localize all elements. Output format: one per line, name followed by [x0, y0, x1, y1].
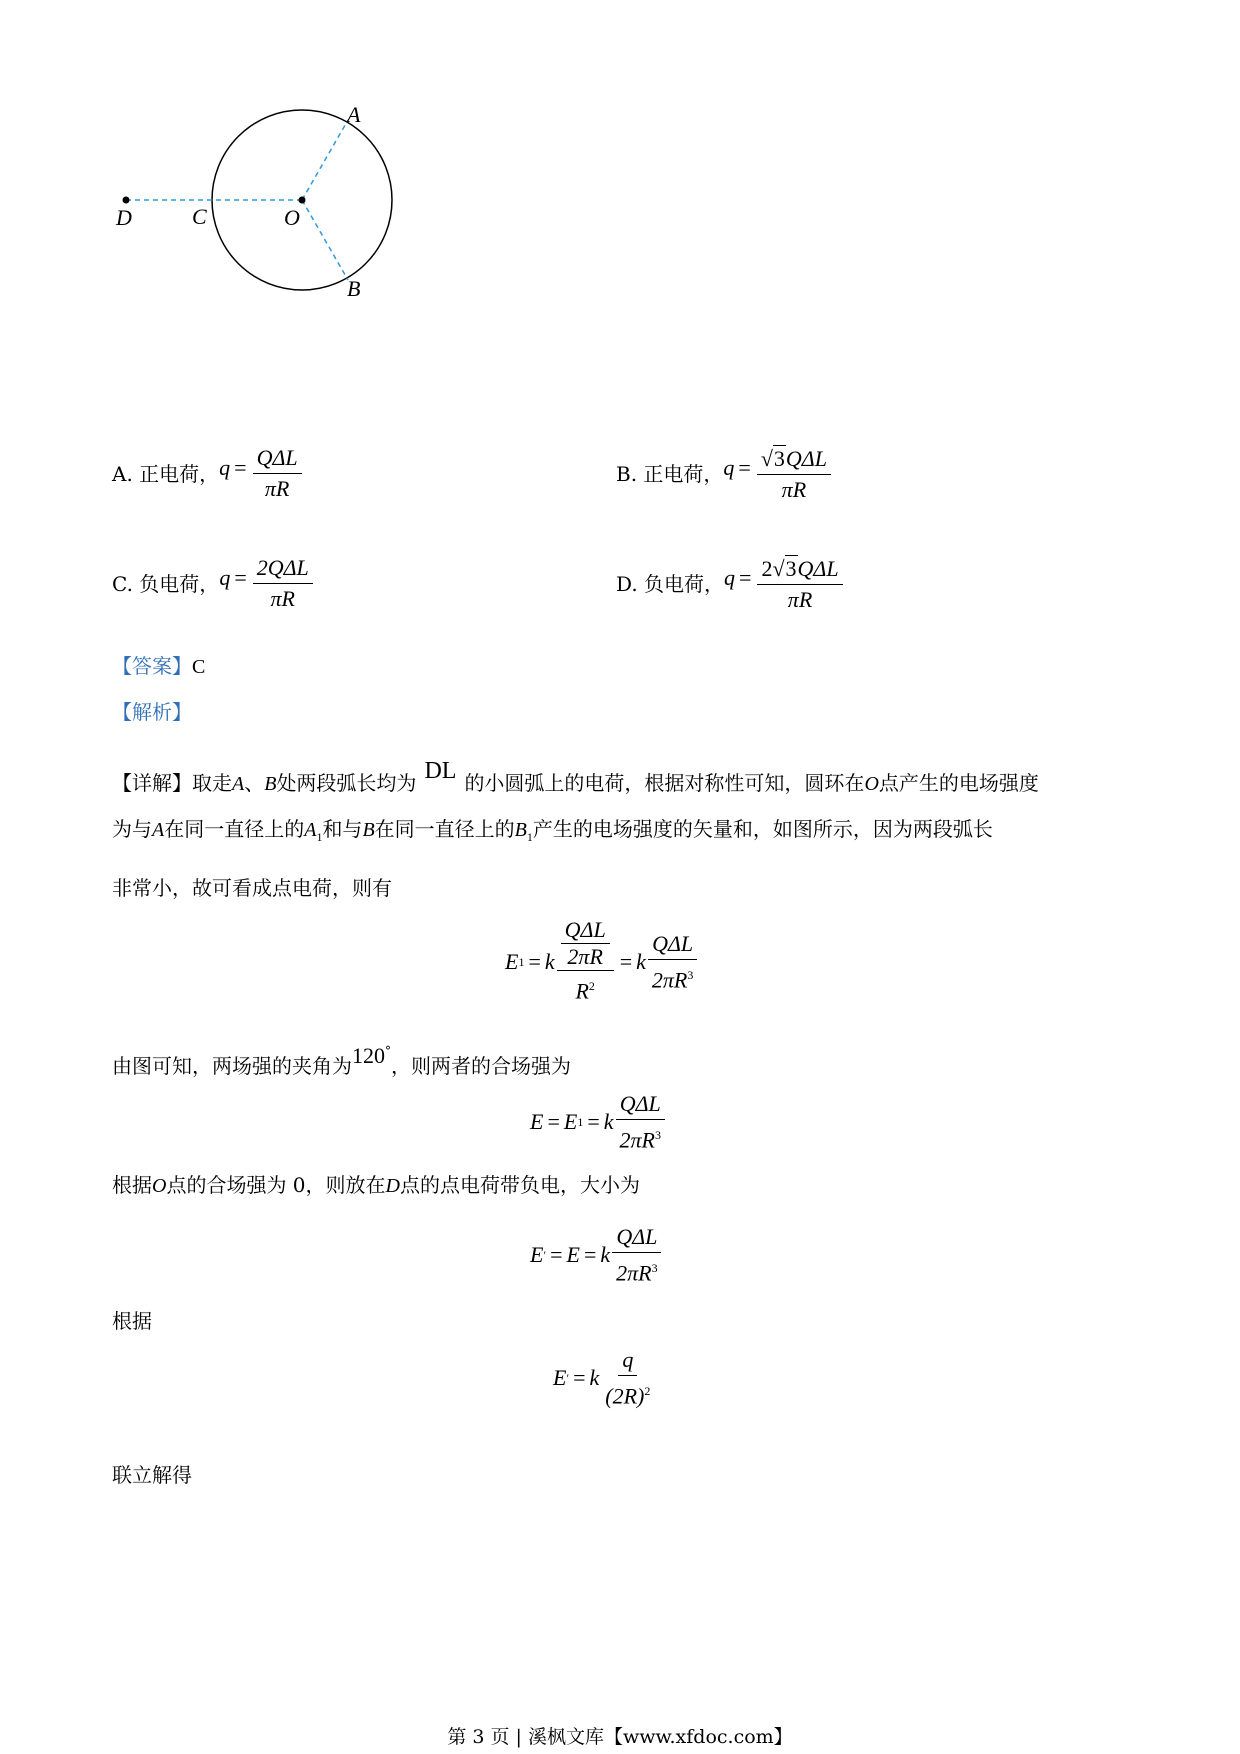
o-point-line: 根据O点的合场强为 0，则放在D点的点电荷带负电，大小为 — [112, 1173, 640, 1197]
option-a-label: A. 正电荷， — [112, 461, 220, 486]
angle-line: 由图可知，两场强的夹角为120°，则两者的合场强为 — [112, 1043, 571, 1078]
option-c-formula: q = $\frac{\text{2QΔL}}{\pi R}$ — [219, 555, 314, 612]
dashed-line-oa — [302, 120, 348, 200]
point-d — [123, 197, 130, 204]
option-c-label: C. 负电荷， — [112, 571, 220, 596]
answer-line — [112, 652, 205, 681]
equation-e-prime-q: E ′ = k $\frac{q}{(2R)^2}$ — [553, 1346, 651, 1409]
detail-line-3: 非常小，故可看成点电荷，则有 — [112, 876, 392, 900]
option-b — [616, 445, 833, 503]
option-d-label: D. 负电荷， — [616, 572, 725, 596]
label-o: O — [284, 205, 300, 230]
point-o — [299, 197, 306, 204]
label-c: C — [192, 204, 207, 229]
option-a — [112, 445, 304, 502]
option-d-formula: q = 2√ 3 QΔL πR — [724, 555, 845, 613]
answer-tag: 【答案】 — [112, 654, 192, 678]
dashed-line-ob — [302, 200, 348, 280]
label-b: B — [347, 276, 361, 301]
equation-e1-compound-fraction: $\frac{\frac{\text{QΔL}}{2\pi R}}{R^2}$ — [557, 919, 614, 1004]
option-b-formula: q = √ 3 QΔL πR — [723, 445, 833, 503]
option-c — [112, 555, 315, 612]
detail-line-1: 【详解】取走A、B处两段弧长均为 DL 的小圆弧上的电荷，根据对称性可知，圆环在O点产生的电场强度 — [112, 758, 1039, 795]
analysis-tag: 【解析】 — [112, 700, 192, 724]
label-d: D — [116, 205, 132, 230]
solve-line: 联立解得 — [112, 1463, 192, 1487]
option-a-formula: q = $\frac{\text{QΔL}}{\pi R}$ — [219, 445, 303, 502]
equation-e-prime: E ′ = E = k $\frac{\text{QΔL}}{2\pi R^3}$ — [530, 1225, 664, 1285]
label-a: A — [347, 102, 361, 127]
option-b-label: B. 正电荷， — [616, 462, 724, 486]
option-d — [616, 555, 845, 613]
equation-e: E = E 1 = k $\frac{\text{QΔL}}{2\pi R^3}$ — [530, 1092, 667, 1152]
equation-e1: E 1 = k $\frac{\frac{\text{QΔL}}{2\pi R}}{R^2}$ = k $\frac{\text{QΔL}}{2\pi R^3}$ — [505, 912, 699, 1012]
according-line: 根据 — [112, 1309, 152, 1333]
detail-line-2: 为与A在同一直径上的$A_1$和与B在同一直径上的$B_1$产生的电场强度的矢量和，如图所示，因为两段弧长 — [112, 817, 993, 844]
answer-value: C — [192, 656, 206, 678]
circle-diagram — [100, 90, 420, 320]
delta-l-symbol: DL — [424, 758, 457, 784]
page-footer: 第 3 页 | 溪枫文库【www.xfdoc.com】 — [447, 1726, 793, 1748]
